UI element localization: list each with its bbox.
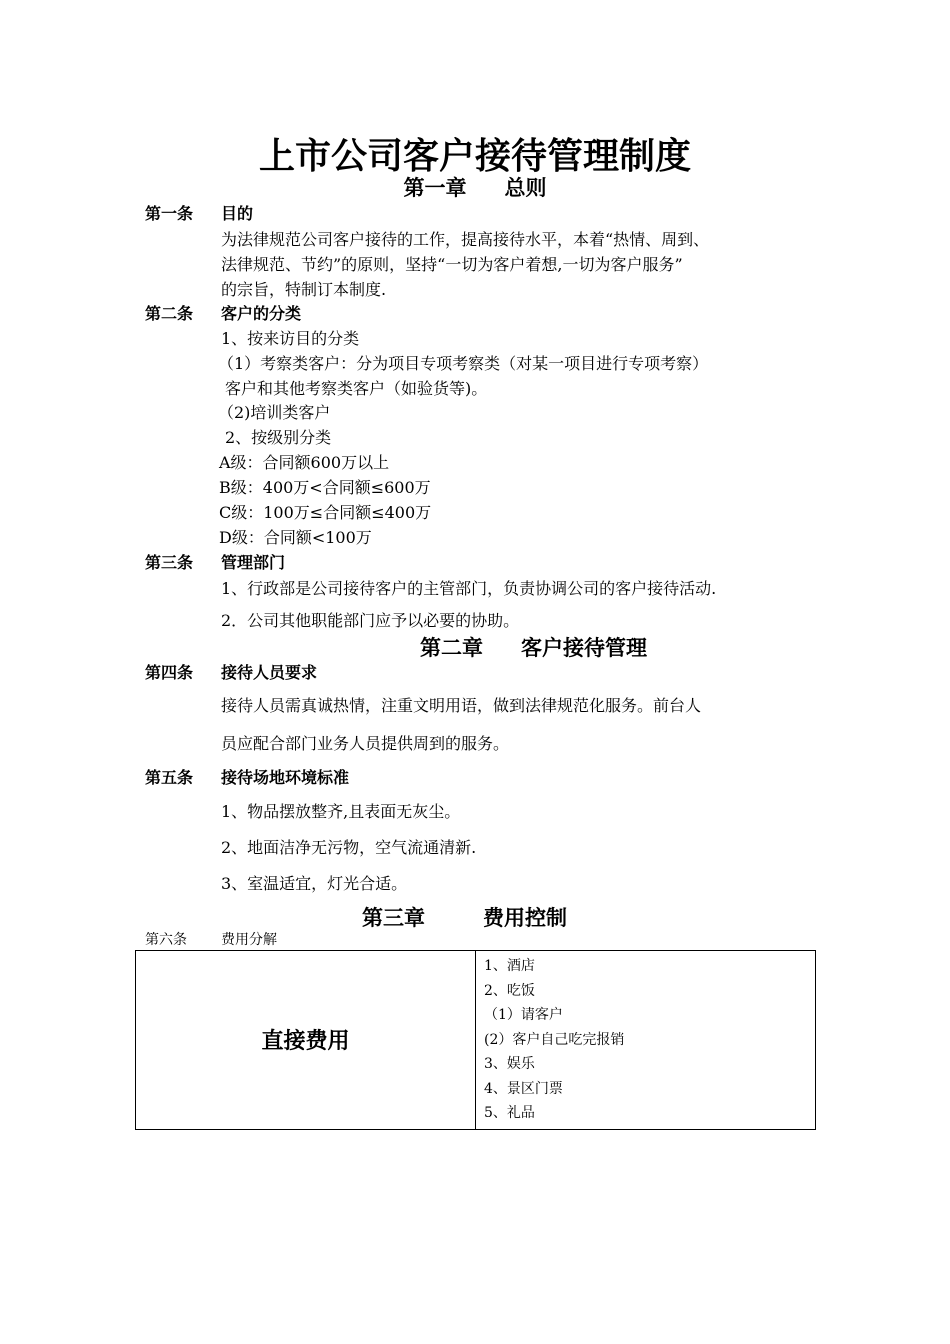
document-title: 上市公司客户接待管理制度 (258, 135, 691, 177)
cost-item: 1、酒店 (484, 958, 535, 974)
article-2-line: 2、按级别分类 (225, 428, 332, 447)
article-3-heading (145, 550, 285, 573)
article-4-heading (145, 660, 317, 683)
chapter-3-heading (362, 902, 567, 932)
chapter-3-number: 第三章 (362, 905, 425, 930)
cost-item: 3、娱乐 (484, 1056, 535, 1072)
article-3-name: 管理部门 (221, 553, 286, 572)
article-5-heading (145, 765, 349, 788)
cost-item: (2）客户自己吃完报销 (484, 1031, 625, 1048)
article-4-number: 第四条 (145, 663, 194, 682)
article-2-heading (145, 301, 301, 324)
article-1-line: 为法律规范公司客户接待的工作，提高接待水平，本着“热情、周到、 (221, 230, 710, 249)
article-2-line: （2)培训类客户 (218, 403, 331, 422)
article-5-line: 2、地面洁净无污物，空气流通清新. (221, 838, 477, 857)
article-1-name: 目的 (221, 204, 254, 223)
article-2-line: A级：合同额600万以上 (219, 453, 390, 472)
article-2-line: D级：合同额<100万 (219, 528, 372, 547)
article-3-number: 第三条 (145, 553, 194, 572)
chapter-2-heading (420, 632, 647, 662)
article-4-line: 员应配合部门业务人员提供周到的服务。 (221, 734, 510, 753)
article-3-line: 2．公司其他职能部门应予以必要的协助。 (221, 611, 520, 630)
cost-category-cell: 直接费用 (136, 951, 476, 1130)
chapter-1-number: 第一章 (403, 175, 467, 200)
article-5-name: 接待场地环境标准 (221, 768, 350, 787)
article-2-line: 客户和其他考察类客户（如验货等)。 (225, 379, 488, 398)
cost-item: 4、景区门票 (484, 1080, 563, 1097)
article-2-line: C级：100万≤合同额≤400万 (219, 503, 432, 522)
article-6-name: 费用分解 (221, 932, 277, 948)
article-4-name: 接待人员要求 (221, 663, 318, 682)
cost-breakdown-table (135, 950, 816, 1130)
article-1-line: 的宗旨，特制订本制度. (221, 280, 387, 299)
article-1-heading (145, 201, 253, 224)
article-5-number: 第五条 (145, 768, 194, 787)
chapter-3-name: 费用控制 (483, 905, 567, 930)
article-6-heading (145, 929, 277, 949)
article-2-name: 客户的分类 (221, 304, 302, 323)
chapter-2-number: 第二章 (420, 635, 483, 660)
article-2-number: 第二条 (145, 304, 194, 323)
article-3-line: 1、行政部是公司接待客户的主管部门，负责协调公司的客户接待活动. (221, 579, 717, 598)
article-2-line: B级：400万<合同额≤600万 (219, 478, 431, 497)
article-5-line: 3、室温适宜，灯光合适。 (221, 874, 408, 893)
article-1-number: 第一条 (145, 204, 194, 223)
table-row (136, 951, 816, 1130)
cost-items-cell (476, 951, 816, 1130)
chapter-1-name: 总则 (504, 175, 547, 200)
cost-item: 2、吃饭 (484, 982, 535, 999)
chapter-1-heading (0, 172, 950, 202)
chapter-2-name: 客户接待管理 (521, 635, 647, 660)
article-1-line: 法律规范、节约”的原则，坚持“一切为客户着想,一切为客户服务” (221, 255, 683, 274)
article-5-line: 1、物品摆放整齐,且表面无灰尘。 (221, 802, 461, 821)
article-2-line: 1、按来访目的分类 (221, 329, 360, 348)
article-4-line: 接待人员需真诚热情，注重文明用语，做到法律规范化服务。前台人 (221, 696, 702, 715)
cost-item: （1）请客户 (484, 1007, 563, 1023)
article-2-line: （1）考察类客户：分为项目专项考察类（对某一项目进行专项考察） (218, 354, 709, 373)
article-6-number: 第六条 (145, 932, 187, 948)
cost-item: 5、礼品 (484, 1105, 535, 1121)
